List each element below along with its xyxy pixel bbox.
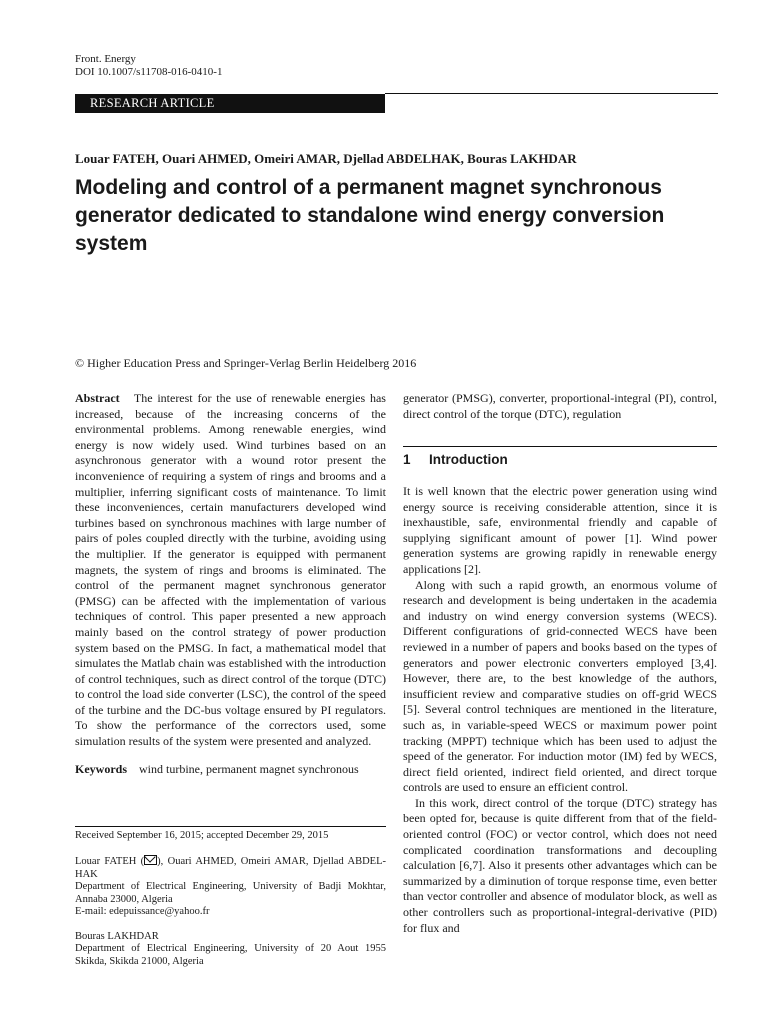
section-title: Introduction bbox=[429, 452, 508, 467]
intro-paragraph: Along with such a rapid growth, an enormous volume of research and development is being undertaken in the academia and industry on wind energy conversion systems (WECS). Different configurations of grid-connected WECS have been reviewed in a number of papers and books based on the types of generators and power electronic converters employed [3,4]. However, there are, to the best knowledge of the authors, insufficient review and comparative studies on off-grid WECS [5]. Several control techniques are mentioned in the literature, such as, in variable-speed WECS or maximum power point tracking (MPPT) technique which has been used to adjust the speed of the generator. For induction motor (IM) fed by WECS, direct field oriented, indirect field oriented, and direct torque controls are used to ensure an efficient control. bbox=[403, 577, 717, 795]
intro-paragraph: It is well known that the electric power generation using wind energy source is receiving considerable attention, since it is inexhaustible, safe, environmental friendly and capable of supplying significant amount of power [1]. Wind power generation systems are growing rapidly in renewable energy applications [2]. bbox=[403, 484, 717, 576]
section-heading-introduction bbox=[403, 452, 508, 467]
intro-paragraph: In this work, direct control of the torque (DTC) strategy has been opted for, because is quite different from that of the field-oriented control (FOC) or vector control, which does not need complicated coordination transformations and decoupling calculation [6,7]. Also it presents other advantages which can be summarized by a diminution of torque response time, even better than vector controller and absence of modulator block, as well as other controllers such as proportional-integral-derivative (PID) for flux and bbox=[403, 795, 717, 935]
abstract-column bbox=[75, 391, 386, 777]
keywords-paragraph bbox=[75, 762, 386, 778]
abstract-label: Abstract bbox=[75, 391, 120, 405]
abstract-text: The interest for the use of renewable energies has increased, because of the increasing concerns of the environmental problems. Among renewable energies, wind energy is now widely used. Wind turbines based on an asynchronous generator with a wound rotor present the inconvenience of requiring a system of rings and brooms and a multiplier, inferring significant costs of maintenance. To limit these inconveniences, certain manufacturers developed wind turbines based on synchronous machines with large number of pairs of poles coupled directly with the turbine, avoiding using the multiplier. If the generator is equipped with permanent magnets, the system of rings and brooms is eliminated. The control of the permanent magnet synchronous generator (PMSG) can be affected with the implementation of various techniques of control. This paper presented a new approach mainly based on the control strategy of power production system based on the PMSG. In fact, a mathematical model that simulates the Matlab chain was established with the introduction of control techniques, such as direct control of the torque (DTC) to control the load side converter (LSC), the control of the speed of the turbine and the DC-bus voltage ensured by PI regulators. To show the performance of the correctors used, some simulation results of the system were presented and analyzed. bbox=[75, 391, 386, 749]
coauthor-names: ), Ouari AHMED, Omeiri AMAR, Djellad ABDEL-HAK bbox=[75, 856, 386, 880]
introduction-body bbox=[403, 484, 717, 936]
copyright-notice: © Higher Education Press and Springer-Verlag Berlin Heidelberg 2016 bbox=[75, 356, 417, 370]
corresponding-authors bbox=[75, 855, 386, 881]
journal-name: Front. Energy bbox=[75, 53, 136, 65]
received-dates: Received September 16, 2015; accepted December 29, 2015 bbox=[75, 830, 329, 841]
section-number: 1 bbox=[403, 452, 411, 467]
keywords-text: wind turbine, permanent magnet synchronous bbox=[139, 761, 359, 776]
keywords-continued: generator (PMSG), converter, proportional-integral (PI), control, direct control of the torque (DTC), regulation bbox=[403, 391, 717, 421]
second-author: Bouras LAKHDAR bbox=[75, 930, 159, 942]
abstract-paragraph bbox=[75, 391, 386, 750]
author-list: Louar FATEH, Ouari AHMED, Omeiri AMAR, Djellad ABDELHAK, Bouras LAKHDAR bbox=[75, 151, 577, 166]
footnote-rule bbox=[75, 826, 386, 827]
email[interactable]: E-mail: edepuissance@yahoo.fr bbox=[75, 906, 210, 917]
paper-title: Modeling and control of a permanent magnet synchronous generator dedicated to standalone wind energy conversion system bbox=[75, 176, 665, 255]
doi[interactable]: DOI 10.1007/s11708-016-0410-1 bbox=[75, 66, 223, 78]
keywords-label: Keywords bbox=[75, 761, 127, 776]
header-rule bbox=[385, 93, 718, 94]
affiliation-1: Department of Electrical Engineering, University of Badji Mokhtar, Annaba 23000, Algeria bbox=[75, 881, 386, 905]
affiliation-spacer bbox=[75, 919, 386, 931]
envelope-icon[interactable] bbox=[144, 855, 157, 865]
article-type-label: RESEARCH ARTICLE bbox=[90, 96, 215, 110]
section-rule bbox=[403, 446, 717, 447]
corresponding-author-name: Louar FATEH ( bbox=[75, 856, 145, 867]
affiliation-2: Department of Electrical Engineering, University of 20 Aout 1955 Skikda, Skikda 21000, Algeria bbox=[75, 943, 386, 967]
journal-header bbox=[75, 53, 222, 79]
correspondence-block bbox=[75, 855, 386, 968]
